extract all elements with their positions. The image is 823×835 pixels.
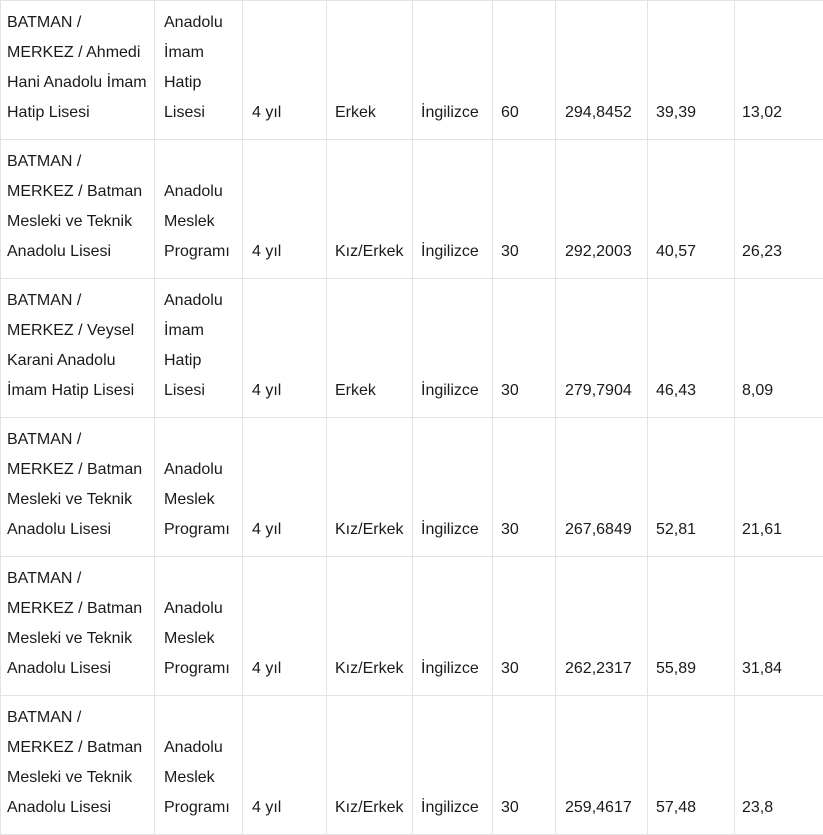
percentile-cell: 21,61 [735,418,823,557]
gender-cell: Erkek [327,1,413,140]
gender-cell: Kız/Erkek [327,557,413,696]
table-row [1,1,823,140]
quota-cell: 30 [493,140,556,279]
table-row [1,696,823,835]
percentile-cell: 8,09 [735,279,823,418]
quota-cell: 30 [493,279,556,418]
school-name-cell: BATMAN / MERKEZ / Batman Mesleki ve Teknik Anadolu Lisesi [1,418,155,557]
percentile-cell: 40,57 [648,140,735,279]
table-row [1,557,823,696]
percentile-cell: 46,43 [648,279,735,418]
school-name-cell: BATMAN / MERKEZ / Batman Mesleki ve Teknik Anadolu Lisesi [1,696,155,835]
percentile-cell: 55,89 [648,557,735,696]
quota-cell: 30 [493,418,556,557]
score-cell: 267,6849 [556,418,648,557]
table-row [1,140,823,279]
percentile-cell: 57,48 [648,696,735,835]
school-name-cell: BATMAN / MERKEZ / Veysel Karani Anadolu İmam Hatip Lisesi [1,279,155,418]
gender-cell: Kız/Erkek [327,696,413,835]
score-cell: 259,4617 [556,696,648,835]
quota-cell: 30 [493,696,556,835]
school-name-cell: BATMAN / MERKEZ / Batman Mesleki ve Teknik Anadolu Lisesi [1,140,155,279]
quota-cell: 60 [493,1,556,140]
school-type-cell: Anadolu Meslek Programı [155,140,243,279]
school-type-cell: Anadolu İmam Hatip Lisesi [155,279,243,418]
percentile-cell: 23,8 [735,696,823,835]
language-cell: İngilizce [413,557,493,696]
percentile-cell: 52,81 [648,418,735,557]
score-cell: 262,2317 [556,557,648,696]
duration-cell: 4 yıl [243,696,327,835]
language-cell: İngilizce [413,279,493,418]
percentile-cell: 26,23 [735,140,823,279]
school-name-cell: BATMAN / MERKEZ / Ahmedi Hani Anadolu İmam Hatip Lisesi [1,1,155,140]
school-type-cell: Anadolu Meslek Programı [155,696,243,835]
language-cell: İngilizce [413,696,493,835]
score-cell: 294,8452 [556,1,648,140]
score-cell: 279,7904 [556,279,648,418]
language-cell: İngilizce [413,418,493,557]
duration-cell: 4 yıl [243,140,327,279]
gender-cell: Kız/Erkek [327,418,413,557]
table-row [1,279,823,418]
gender-cell: Kız/Erkek [327,140,413,279]
percentile-cell: 13,02 [735,1,823,140]
duration-cell: 4 yıl [243,418,327,557]
table-row [1,418,823,557]
school-name-cell: BATMAN / MERKEZ / Batman Mesleki ve Teknik Anadolu Lisesi [1,557,155,696]
percentile-cell: 39,39 [648,1,735,140]
school-type-cell: Anadolu İmam Hatip Lisesi [155,1,243,140]
duration-cell: 4 yıl [243,557,327,696]
score-cell: 292,2003 [556,140,648,279]
language-cell: İngilizce [413,140,493,279]
gender-cell: Erkek [327,279,413,418]
percentile-cell: 31,84 [735,557,823,696]
language-cell: İngilizce [413,1,493,140]
school-type-cell: Anadolu Meslek Programı [155,557,243,696]
duration-cell: 4 yıl [243,279,327,418]
quota-cell: 30 [493,557,556,696]
school-type-cell: Anadolu Meslek Programı [155,418,243,557]
duration-cell: 4 yıl [243,1,327,140]
